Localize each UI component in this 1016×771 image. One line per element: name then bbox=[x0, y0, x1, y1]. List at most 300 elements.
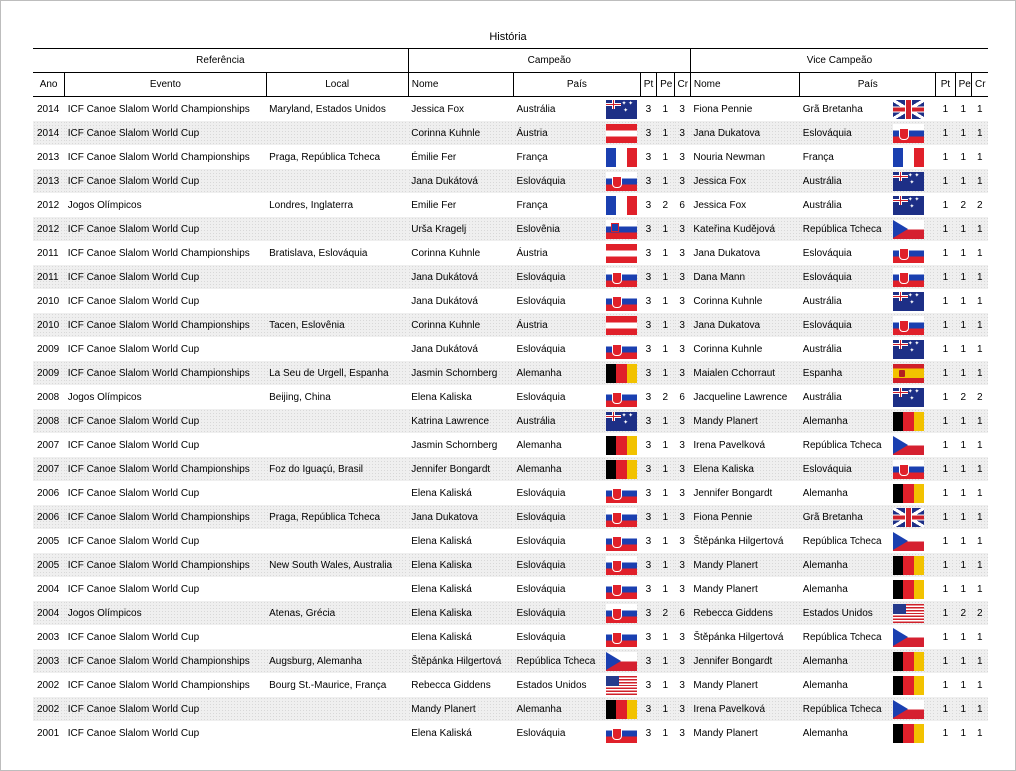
vice-pt: 1 bbox=[942, 679, 949, 691]
vice-name: Irena Pavelková bbox=[693, 439, 766, 451]
vice-pe: 1 bbox=[960, 631, 967, 643]
champion-name: Emilie Fer bbox=[411, 199, 457, 211]
vice-flag-cell bbox=[890, 337, 936, 361]
flag-es-icon bbox=[893, 364, 924, 383]
vice-country: Austrália bbox=[802, 391, 842, 403]
table-row bbox=[33, 649, 988, 673]
champion-name: Jasmin Schornberg bbox=[408, 361, 513, 385]
champion-flag-cell bbox=[603, 481, 640, 505]
event-cell: ICF Canoe Slalom World Championships bbox=[65, 553, 266, 577]
vice-pe: 1 bbox=[955, 649, 971, 673]
champion-pt: 3 bbox=[640, 313, 656, 337]
vice-flag-cell bbox=[890, 673, 936, 697]
champion-cr: 3 bbox=[679, 583, 685, 595]
flag-si-icon bbox=[606, 220, 637, 239]
table-row bbox=[33, 217, 988, 241]
champion-flag-cell bbox=[603, 313, 640, 337]
vice-pe: 1 bbox=[955, 697, 971, 721]
event-cell: ICF Canoe Slalom World Championships bbox=[65, 457, 266, 481]
champion-name: Elena Kaliská bbox=[411, 535, 472, 547]
table-row bbox=[33, 361, 988, 385]
flag-cz-icon bbox=[893, 220, 924, 239]
champion-pe: 1 bbox=[657, 217, 674, 241]
vice-name: Jana Dukatova bbox=[690, 313, 799, 337]
col-header-champion-pe: Pe bbox=[657, 73, 674, 97]
venue-cell: Foz do Iguaçú, Brasil bbox=[266, 457, 408, 481]
champion-pe: 1 bbox=[662, 343, 669, 355]
vice-cr: 1 bbox=[971, 265, 988, 289]
champion-pt: 3 bbox=[645, 583, 652, 595]
champion-flag-cell bbox=[603, 529, 640, 553]
flag-sk-icon bbox=[606, 292, 637, 311]
flag-de-icon bbox=[893, 484, 924, 503]
vice-pt: 1 bbox=[942, 583, 949, 595]
champion-flag-cell bbox=[603, 673, 640, 697]
vice-country: França bbox=[802, 151, 834, 163]
champion-pt: 3 bbox=[645, 631, 652, 643]
champion-flag-cell bbox=[603, 145, 640, 169]
year-cell: 2010 bbox=[33, 313, 65, 337]
vice-cr: 2 bbox=[971, 601, 988, 625]
vice-country: Austrália bbox=[800, 169, 890, 193]
champion-cr: 3 bbox=[679, 727, 685, 739]
vice-name: Jacqueline Lawrence bbox=[693, 391, 788, 403]
vice-cr: 1 bbox=[976, 679, 983, 691]
champion-flag-cell bbox=[603, 505, 640, 529]
vice-pt: 1 bbox=[942, 199, 949, 211]
col-header-vice-name: Nome bbox=[690, 73, 799, 97]
col-header-vice-cr: Cr bbox=[971, 73, 988, 97]
venue-cell bbox=[266, 697, 408, 721]
year-cell: 2013 bbox=[37, 151, 60, 163]
flag-sk-icon bbox=[893, 124, 924, 143]
vice-country: República Tcheca bbox=[802, 535, 882, 547]
flag-us-icon bbox=[893, 604, 924, 623]
champion-flag-cell bbox=[603, 217, 640, 241]
vice-cr: 1 bbox=[971, 169, 988, 193]
col-header-event: Evento bbox=[65, 73, 266, 97]
champion-country: Eslováquia bbox=[516, 583, 566, 595]
flag-fr-icon bbox=[606, 148, 637, 167]
flag-au-icon bbox=[606, 412, 637, 431]
champion-pt: 3 bbox=[645, 151, 652, 163]
champion-flag-cell bbox=[603, 553, 640, 577]
champion-cr: 3 bbox=[674, 409, 690, 433]
event-cell: ICF Canoe Slalom World Cup bbox=[67, 583, 200, 595]
vice-cr: 1 bbox=[976, 631, 983, 643]
vice-flag-cell bbox=[890, 601, 936, 625]
champion-name: Elena Kaliská bbox=[411, 727, 472, 739]
year-cell: 2005 bbox=[37, 535, 60, 547]
vice-pt: 1 bbox=[936, 505, 955, 529]
vice-cr: 1 bbox=[971, 409, 988, 433]
champion-pt: 3 bbox=[640, 121, 656, 145]
year-cell: 2013 bbox=[33, 169, 65, 193]
flag-sk-icon bbox=[606, 580, 637, 599]
vice-name: Jessica Fox bbox=[693, 199, 747, 211]
flag-au-icon bbox=[893, 388, 924, 407]
event-cell: ICF Canoe Slalom World Cup bbox=[65, 697, 266, 721]
venue-cell bbox=[266, 433, 408, 457]
vice-pe: 1 bbox=[955, 313, 971, 337]
table-row bbox=[33, 289, 988, 313]
champion-name: Jessica Fox bbox=[411, 103, 465, 115]
vice-country: Estados Unidos bbox=[800, 601, 890, 625]
champion-cr: 3 bbox=[674, 265, 690, 289]
flag-au-icon bbox=[893, 340, 924, 359]
champion-country: Eslováquia bbox=[514, 601, 604, 625]
champion-pt: 3 bbox=[645, 295, 652, 307]
vice-pe: 1 bbox=[960, 247, 967, 259]
vice-pt: 1 bbox=[936, 313, 955, 337]
vice-flag-cell bbox=[890, 721, 936, 745]
champion-flag-cell bbox=[603, 385, 640, 409]
vice-flag-cell bbox=[890, 169, 936, 193]
champion-country: Eslováquia bbox=[516, 535, 566, 547]
champion-pe: 1 bbox=[657, 649, 674, 673]
vice-country: Eslováquia bbox=[802, 247, 852, 259]
champion-name: Elena Kaliska bbox=[408, 601, 513, 625]
flag-gb-icon bbox=[893, 100, 924, 119]
event-cell: ICF Canoe Slalom World Cup bbox=[65, 217, 266, 241]
vice-name: Elena Kaliska bbox=[690, 457, 799, 481]
champion-name: Corinna Kuhnle bbox=[408, 313, 513, 337]
champion-cr: 3 bbox=[674, 649, 690, 673]
champion-cr: 6 bbox=[679, 391, 685, 403]
event-cell: ICF Canoe Slalom World Championships bbox=[65, 505, 266, 529]
champion-name: Jana Dukátová bbox=[408, 265, 513, 289]
flag-au-icon bbox=[893, 292, 924, 311]
flag-au-icon bbox=[606, 100, 637, 119]
flag-de-icon bbox=[893, 724, 924, 743]
flag-fr-icon bbox=[606, 196, 637, 215]
champion-pt: 3 bbox=[645, 727, 652, 739]
venue-cell: Maryland, Estados Unidos bbox=[269, 103, 386, 115]
flag-cz-icon bbox=[893, 628, 924, 647]
champion-country: Austrália bbox=[514, 409, 604, 433]
flag-de-icon bbox=[893, 412, 924, 431]
champion-country: República Tcheca bbox=[514, 649, 604, 673]
table-row bbox=[33, 241, 988, 265]
venue-cell bbox=[266, 169, 408, 193]
vice-cr: 1 bbox=[976, 343, 983, 355]
vice-pe: 1 bbox=[960, 439, 967, 451]
champion-country: Alemanha bbox=[514, 697, 604, 721]
table-row bbox=[33, 265, 988, 289]
champion-flag-cell bbox=[603, 697, 640, 721]
champion-pt: 3 bbox=[645, 487, 652, 499]
venue-cell: Beijing, China bbox=[269, 391, 331, 403]
table-row bbox=[33, 313, 988, 337]
vice-cr: 1 bbox=[971, 457, 988, 481]
event-cell: ICF Canoe Slalom World Cup bbox=[65, 121, 266, 145]
table-row bbox=[33, 433, 988, 457]
vice-flag-cell bbox=[890, 649, 936, 673]
vice-name: Mandy Planert bbox=[693, 583, 758, 595]
flag-sk-icon bbox=[606, 724, 637, 743]
champion-country: Alemanha bbox=[514, 361, 604, 385]
col-header-vice-pt: Pt bbox=[936, 73, 955, 97]
year-cell: 2009 bbox=[37, 343, 60, 355]
champion-country: França bbox=[516, 151, 548, 163]
champion-flag-cell bbox=[603, 457, 640, 481]
champion-flag-cell bbox=[603, 241, 640, 265]
vice-pe: 1 bbox=[955, 409, 971, 433]
flag-us-icon bbox=[606, 676, 637, 695]
vice-name: Štěpánka Hilgertová bbox=[693, 631, 784, 643]
champion-name: Elena Kaliská bbox=[411, 487, 472, 499]
vice-country: República Tcheca bbox=[802, 631, 882, 643]
vice-flag-cell bbox=[890, 97, 936, 122]
vice-country: Alemanha bbox=[802, 487, 848, 499]
vice-country: Alemanha bbox=[800, 649, 890, 673]
champion-country: Austrália bbox=[516, 103, 556, 115]
vice-name: Fiona Pennie bbox=[693, 103, 753, 115]
champion-pt: 3 bbox=[640, 361, 656, 385]
champion-country: Eslováquia bbox=[516, 487, 566, 499]
flag-sk-icon bbox=[893, 268, 924, 287]
vice-pt: 1 bbox=[936, 553, 955, 577]
year-cell: 2010 bbox=[37, 295, 60, 307]
champion-name: Mandy Planert bbox=[408, 697, 513, 721]
champion-flag-cell bbox=[603, 337, 640, 361]
table-row bbox=[33, 697, 988, 721]
champion-name: Jana Dukatova bbox=[408, 505, 513, 529]
venue-cell: Bourg St.-Maurice, França bbox=[269, 679, 387, 691]
col-header-champion-pt: Pt bbox=[640, 73, 656, 97]
champion-name: Émilie Fer bbox=[411, 151, 457, 163]
champion-cr: 3 bbox=[679, 343, 685, 355]
vice-cr: 1 bbox=[971, 697, 988, 721]
col-header-champion-cr: Cr bbox=[674, 73, 690, 97]
champion-pe: 1 bbox=[662, 535, 669, 547]
flag-sk-icon bbox=[606, 484, 637, 503]
flag-de-icon bbox=[606, 700, 637, 719]
vice-cr: 1 bbox=[971, 217, 988, 241]
venue-cell bbox=[266, 337, 408, 361]
champion-pt: 3 bbox=[640, 553, 656, 577]
vice-flag-cell bbox=[890, 457, 936, 481]
champion-pt: 3 bbox=[640, 409, 656, 433]
vice-cr: 1 bbox=[971, 553, 988, 577]
vice-cr: 2 bbox=[976, 199, 983, 211]
champion-name: Elena Kaliská bbox=[411, 631, 472, 643]
year-cell: 2009 bbox=[33, 361, 65, 385]
event-cell: ICF Canoe Slalom World Cup bbox=[67, 343, 200, 355]
flag-de-icon bbox=[893, 556, 924, 575]
history-table bbox=[33, 48, 988, 745]
champion-pt: 3 bbox=[640, 169, 656, 193]
vice-country: Austrália bbox=[802, 199, 842, 211]
vice-flag-cell bbox=[890, 553, 936, 577]
champion-pe: 1 bbox=[662, 295, 669, 307]
venue-cell bbox=[266, 577, 408, 601]
year-cell: 2014 bbox=[33, 121, 65, 145]
vice-pe: 1 bbox=[960, 679, 967, 691]
table-row bbox=[33, 553, 988, 577]
champion-pe: 1 bbox=[662, 487, 669, 499]
vice-pe: 1 bbox=[955, 265, 971, 289]
champion-country: Eslováquia bbox=[514, 265, 604, 289]
group-header-vice: Vice Campeão bbox=[690, 49, 988, 73]
vice-pt: 1 bbox=[942, 535, 949, 547]
vice-flag-cell bbox=[890, 289, 936, 313]
vice-flag-cell bbox=[890, 385, 936, 409]
vice-cr: 1 bbox=[971, 121, 988, 145]
champion-cr: 3 bbox=[679, 247, 685, 259]
flag-sk-icon bbox=[893, 460, 924, 479]
flag-cz-icon bbox=[606, 652, 637, 671]
event-cell: ICF Canoe Slalom World Championships bbox=[67, 679, 250, 691]
champion-name: Jennifer Bongardt bbox=[408, 457, 513, 481]
vice-pe: 1 bbox=[960, 103, 967, 115]
vice-country: Alemanha bbox=[802, 727, 848, 739]
venue-cell: New South Wales, Australia bbox=[266, 553, 408, 577]
flag-cz-icon bbox=[893, 532, 924, 551]
champion-cr: 3 bbox=[674, 169, 690, 193]
event-cell: ICF Canoe Slalom World Cup bbox=[65, 169, 266, 193]
flag-au-icon bbox=[893, 196, 924, 215]
vice-cr: 1 bbox=[976, 295, 983, 307]
champion-pe: 1 bbox=[657, 697, 674, 721]
flag-sk-icon bbox=[606, 604, 637, 623]
year-cell: 2007 bbox=[37, 439, 60, 451]
vice-cr: 1 bbox=[976, 247, 983, 259]
vice-cr: 1 bbox=[976, 535, 983, 547]
vice-cr: 2 bbox=[976, 391, 983, 403]
flag-sk-icon bbox=[606, 388, 637, 407]
vice-pe: 1 bbox=[960, 295, 967, 307]
event-cell: ICF Canoe Slalom World Cup bbox=[67, 727, 200, 739]
vice-cr: 1 bbox=[976, 727, 983, 739]
table-row bbox=[33, 577, 988, 601]
vice-pt: 1 bbox=[936, 649, 955, 673]
event-cell: Jogos Olímpicos bbox=[67, 391, 142, 403]
vice-pe: 1 bbox=[955, 505, 971, 529]
champion-cr: 3 bbox=[679, 631, 685, 643]
year-cell: 2004 bbox=[37, 583, 60, 595]
col-header-year: Ano bbox=[33, 73, 65, 97]
champion-pe: 1 bbox=[662, 151, 669, 163]
vice-name: Maialen Cchorraut bbox=[690, 361, 799, 385]
vice-pe: 1 bbox=[960, 343, 967, 355]
vice-pe: 1 bbox=[960, 535, 967, 547]
champion-pt: 3 bbox=[645, 679, 652, 691]
flag-de-icon bbox=[606, 364, 637, 383]
flag-at-icon bbox=[606, 316, 637, 335]
flag-de-icon bbox=[893, 676, 924, 695]
year-cell: 2006 bbox=[33, 505, 65, 529]
table-body bbox=[33, 97, 988, 746]
flag-de-icon bbox=[893, 580, 924, 599]
vice-flag-cell bbox=[890, 481, 936, 505]
champion-country: Eslováquia bbox=[516, 391, 566, 403]
champion-name: Corinna Kuhnle bbox=[408, 121, 513, 145]
vice-flag-cell bbox=[890, 217, 936, 241]
vice-country: República Tcheca bbox=[800, 697, 890, 721]
event-cell: ICF Canoe Slalom World Cup bbox=[67, 631, 200, 643]
champion-country: Estados Unidos bbox=[516, 679, 587, 691]
page-title: História bbox=[489, 31, 527, 43]
champion-country: Eslováquia bbox=[516, 343, 566, 355]
vice-cr: 1 bbox=[976, 439, 983, 451]
event-cell: ICF Canoe Slalom World Cup bbox=[65, 409, 266, 433]
event-cell: ICF Canoe Slalom World Championships bbox=[65, 649, 266, 673]
venue-cell: Atenas, Grécia bbox=[266, 601, 408, 625]
flag-sk-icon bbox=[606, 508, 637, 527]
vice-pe: 1 bbox=[960, 583, 967, 595]
champion-name: Jana Dukátová bbox=[411, 343, 478, 355]
champion-pt: 3 bbox=[640, 217, 656, 241]
vice-pt: 1 bbox=[942, 631, 949, 643]
vice-country: Eslováquia bbox=[800, 313, 890, 337]
venue-cell bbox=[266, 721, 408, 745]
table-row bbox=[33, 529, 988, 553]
champion-flag-cell bbox=[603, 625, 640, 649]
vice-flag-cell bbox=[890, 361, 936, 385]
champion-pe: 1 bbox=[657, 313, 674, 337]
table-row bbox=[33, 481, 988, 505]
venue-cell: Bratislava, Eslováquia bbox=[269, 247, 368, 259]
champion-pe: 2 bbox=[662, 199, 669, 211]
champion-cr: 3 bbox=[674, 361, 690, 385]
year-cell: 2001 bbox=[37, 727, 60, 739]
champion-name: Elena Kaliska bbox=[408, 553, 513, 577]
vice-flag-cell bbox=[890, 697, 936, 721]
champion-flag-cell bbox=[603, 121, 640, 145]
vice-name: Fiona Pennie bbox=[690, 505, 799, 529]
champion-name: Katrina Lawrence bbox=[408, 409, 513, 433]
vice-pe: 2 bbox=[960, 391, 967, 403]
flag-at-icon bbox=[606, 244, 637, 263]
champion-country: Eslováquia bbox=[514, 553, 604, 577]
champion-pe: 1 bbox=[662, 727, 669, 739]
vice-pe: 2 bbox=[960, 199, 967, 211]
table-row bbox=[33, 673, 988, 697]
champion-cr: 3 bbox=[679, 103, 685, 115]
champion-flag-cell bbox=[603, 649, 640, 673]
champion-name: Rebecca Giddens bbox=[411, 679, 491, 691]
champion-pe: 1 bbox=[657, 553, 674, 577]
vice-name: Corinna Kuhnle bbox=[693, 343, 763, 355]
vice-cr: 1 bbox=[971, 505, 988, 529]
champion-name: Urša Kragelj bbox=[408, 217, 513, 241]
champion-flag-cell bbox=[603, 289, 640, 313]
event-cell: ICF Canoe Slalom World Cup bbox=[67, 535, 200, 547]
venue-cell: Praga, República Tcheca bbox=[266, 505, 408, 529]
col-header-vice-country: País bbox=[800, 73, 936, 97]
event-cell: Jogos Olímpicos bbox=[65, 601, 266, 625]
year-cell: 2002 bbox=[37, 679, 60, 691]
champion-pt: 3 bbox=[640, 457, 656, 481]
champion-flag-cell bbox=[603, 193, 640, 217]
flag-au-icon bbox=[893, 172, 924, 191]
vice-country: Austrália bbox=[802, 343, 842, 355]
flag-cz-icon bbox=[893, 700, 924, 719]
vice-cr: 1 bbox=[976, 151, 983, 163]
champion-flag-cell bbox=[603, 361, 640, 385]
vice-pt: 1 bbox=[936, 169, 955, 193]
venue-cell bbox=[266, 265, 408, 289]
champion-cr: 3 bbox=[679, 439, 685, 451]
vice-flag-cell bbox=[890, 625, 936, 649]
year-cell: 2003 bbox=[33, 649, 65, 673]
venue-cell: Tacen, Eslovênia bbox=[266, 313, 408, 337]
group-header-champion: Campeão bbox=[408, 49, 690, 73]
venue-cell bbox=[266, 217, 408, 241]
champion-country: França bbox=[516, 199, 548, 211]
champion-cr: 3 bbox=[679, 151, 685, 163]
